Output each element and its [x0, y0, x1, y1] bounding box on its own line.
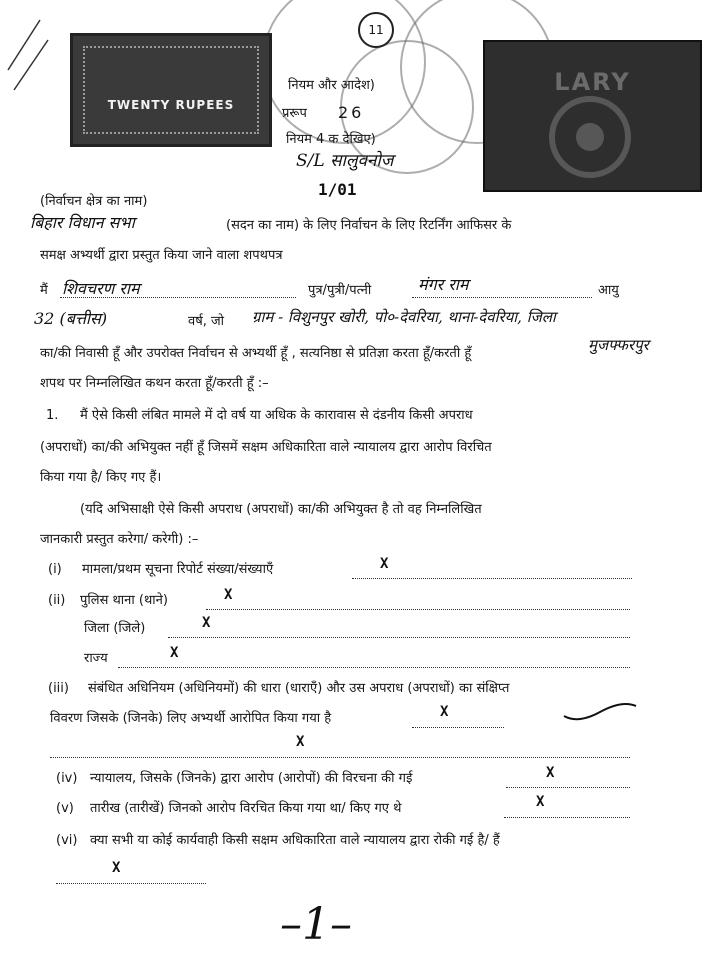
item-label: संबंधित अधिनियम (अधिनियमों) की धारा (धाराएँ) और उस अपराध (अपराधों) का संक्षिप्त — [88, 681, 510, 696]
age-label: आयु — [598, 283, 619, 298]
constituency-value: बिहार विधान सभा — [30, 213, 135, 232]
header-note: नियम 4 क देखिए) — [286, 132, 376, 147]
item-label-2: विवरण जिसके (जिनके) लिए अभ्यर्थी आरोपित किया गया है — [50, 711, 332, 726]
clause1-note-1: (यदि अभिसाक्षी ऐसे किसी अपराध (अपराधों) का/की अभियुक्त है तो वह निम्नलिखित — [80, 502, 482, 517]
handwritten-tick-icon — [560, 700, 640, 728]
item-num: (vi) — [56, 833, 78, 848]
clause1-note-2: जानकारी प्रस्तुत करेगा/ करेगी) :– — [40, 532, 199, 547]
item-label: पुलिस थाना (थाने) — [80, 593, 168, 608]
item-value: X — [536, 794, 545, 810]
stamp-right-text: LARY — [554, 68, 631, 96]
dotted-line — [504, 805, 630, 818]
item-value: X — [170, 645, 179, 661]
item-label: न्यायालय, जिसके (जिनके) द्वारा आरोप (आरोपों) की विरचना की गई — [90, 771, 413, 786]
constituency-label: (निर्वाचन क्षेत्र का नाम) — [40, 194, 148, 209]
item-value: X — [440, 704, 449, 720]
item-value: X — [380, 556, 389, 572]
form-number: 26 — [338, 103, 365, 122]
item-label: राज्य — [84, 651, 108, 666]
relation-label: पुत्र/पुत्री/पत्नी — [308, 283, 372, 298]
page-number-seal: 11 — [358, 12, 394, 48]
item-value: X — [112, 860, 121, 876]
form-label: प्ररूप — [282, 106, 307, 121]
form-intro-line-2: समक्ष अभ्यर्थी द्वारा प्रस्तुत किया जाने वाला शपथपत्र — [40, 248, 283, 263]
clause1-line-3: किया गया है/ किए गए हैं। — [40, 470, 162, 485]
candidate-address: ग्राम - विशुनपुर खोरी, पो०-देवरिया, थाना-देवरिया, जिला — [252, 308, 556, 326]
item-num: (iii) — [48, 681, 69, 696]
item-value: X — [546, 765, 555, 781]
resident-line: का/की निवासी हूँ और उपरोक्त निर्वाचन से अभ्यर्थी हूँ , सत्यनिष्ठा से प्रतिज्ञा करता हूँ/करती हूँ — [40, 346, 472, 361]
district-value: मुजफ्फरपुर — [588, 336, 649, 354]
footer-mark: –1– — [280, 899, 352, 950]
father-name: मंगर राम — [418, 275, 469, 294]
officer-stamp: S/L सालुवनोज — [296, 151, 394, 171]
years-label: वर्ष, जो — [188, 314, 225, 329]
form-intro-line-1: (सदन का नाम) के लिए निर्वाचन के लिए रिटर्निंग आफिसर के — [226, 218, 512, 233]
dotted-line — [352, 566, 632, 579]
item-num: (iv) — [56, 771, 78, 786]
dotted-line — [206, 597, 630, 610]
dotted-line — [412, 285, 592, 298]
dotted-line — [50, 745, 630, 758]
item-label: तारीख (तारीखें) जिनको आरोप विरचित किया गया था/ किए गए थे — [90, 801, 402, 816]
candidate-name: शिवचरण राम — [62, 279, 140, 298]
clause1-line-1: मैं ऐसे किसी लंबित मामले में दो वर्ष या अधिक के कारावास से दंडनीय किसी अपराध — [80, 408, 473, 423]
dotted-line — [56, 871, 206, 884]
item-label: क्या सभी या कोई कार्यवाही किसी सक्षम अधिकारिता वाले न्यायालय द्वारा रोकी गई है/ हैं — [90, 833, 500, 848]
item-value: X — [224, 587, 233, 603]
stamp-paper-right — [483, 40, 702, 192]
age-value: 32 (बत्तीस) — [34, 309, 108, 328]
statement-line: शपथ पर निम्नलिखित कथन करता हूँ/करती हूँ :– — [40, 376, 269, 391]
item-value: X — [202, 615, 211, 631]
stamp-paper-left — [70, 33, 272, 147]
item-num: (v) — [56, 801, 74, 816]
stamp-date: 1/01 — [318, 180, 357, 199]
stamp-denomination: TWENTY RUPEES — [107, 98, 235, 112]
dotted-line — [118, 655, 630, 668]
margin-scribble-icon — [0, 0, 60, 120]
oath-i-label: मैं — [40, 283, 48, 298]
clause-number: 1. — [46, 408, 59, 423]
item-label: मामला/प्रथम सूचना रिपोर्ट संख्या/संख्याएँ — [82, 562, 274, 577]
stamp-emblem-icon — [485, 42, 700, 190]
item-num: (i) — [48, 562, 62, 577]
header-rule: नियम और आदेश) — [288, 78, 375, 93]
clause1-line-2: (अपराधों) का/की अभियुक्त नहीं हूँ जिसमें सक्षम अधिकारिता वाले न्यायालय द्वारा आरोप विरचित — [40, 440, 492, 455]
item-value-2: X — [296, 734, 305, 750]
dotted-line — [60, 285, 296, 298]
dotted-line — [412, 715, 504, 728]
item-num: (ii) — [48, 593, 66, 608]
dotted-line — [506, 775, 630, 788]
dotted-line — [168, 625, 630, 638]
item-label: जिला (जिले) — [84, 621, 146, 636]
